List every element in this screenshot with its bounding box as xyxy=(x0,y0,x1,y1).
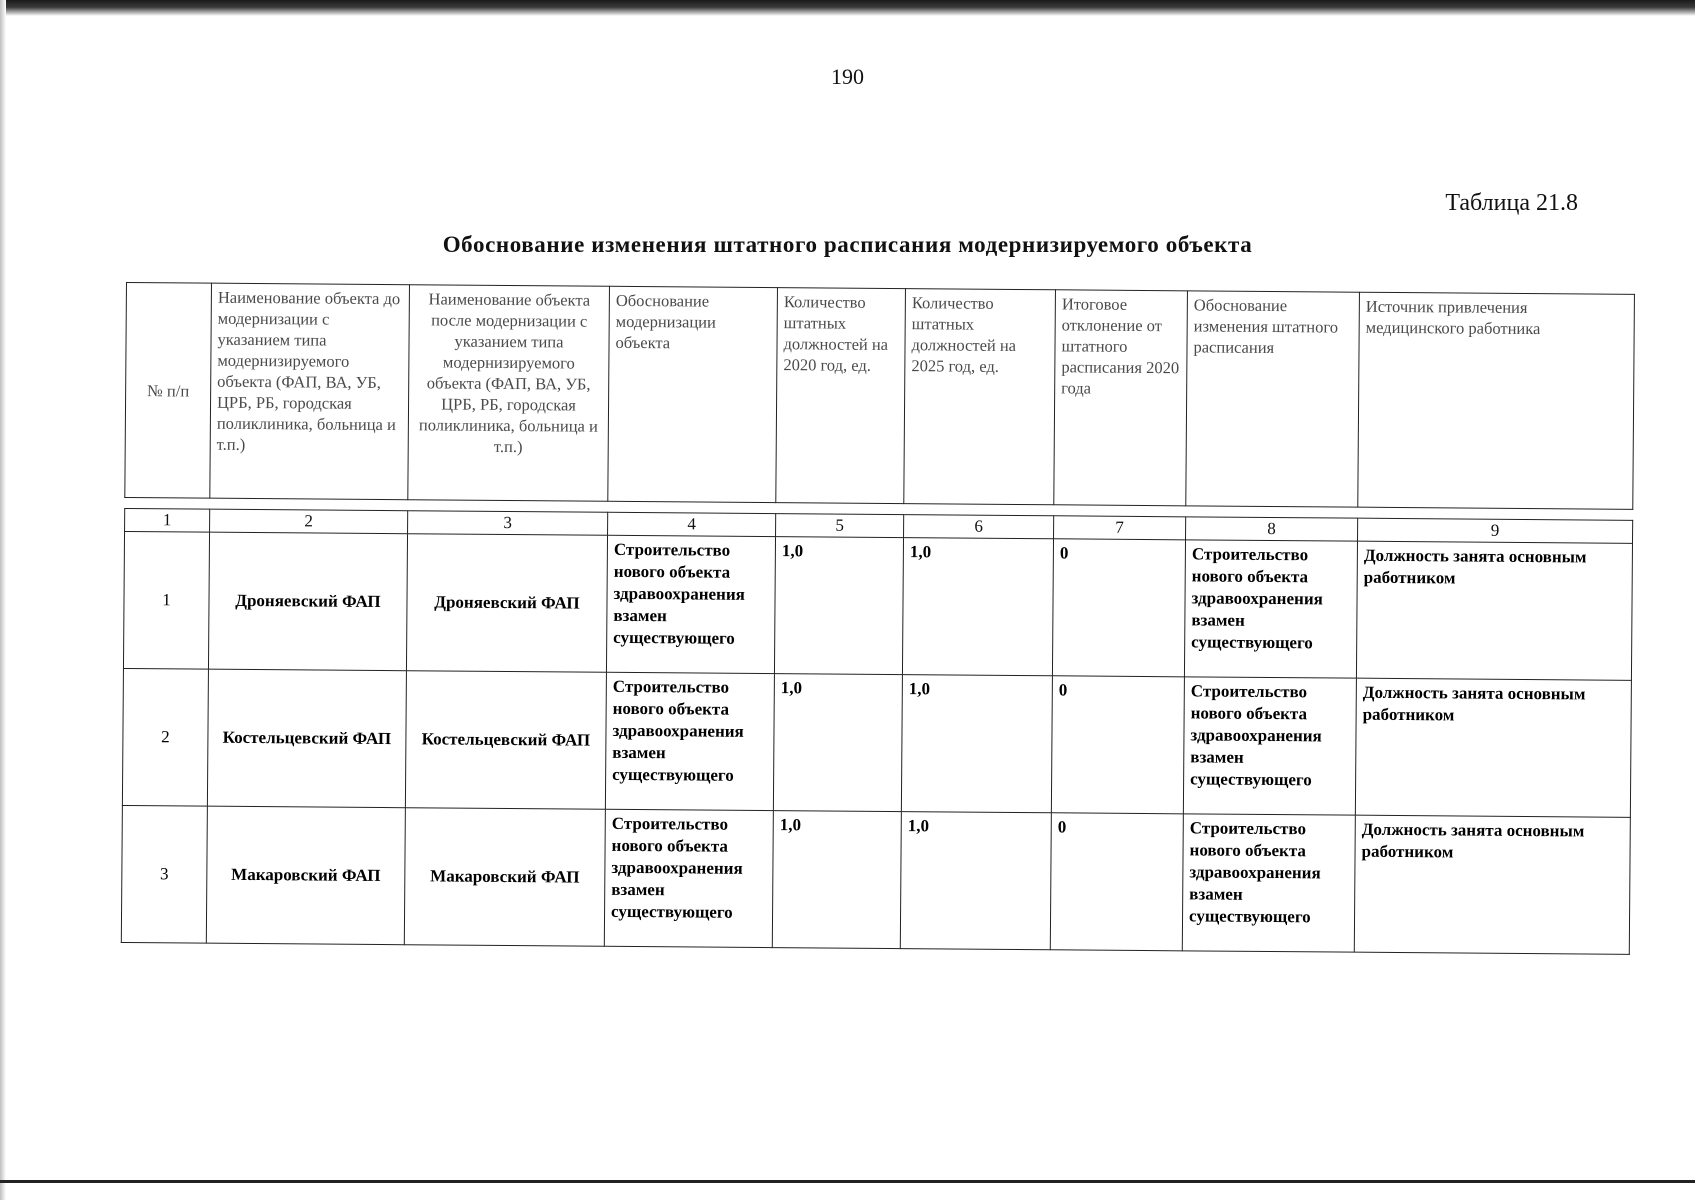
row-staff-2025: 1,0 xyxy=(901,675,1052,813)
column-number: 5 xyxy=(776,514,904,538)
row-deviation: 0 xyxy=(1051,676,1184,814)
table-label: Таблица 21.8 xyxy=(1445,190,1578,216)
header-staff-reason: Обоснование изменения штатного расписания xyxy=(1186,291,1360,507)
row-object-before: Макаровский ФАП xyxy=(206,806,405,945)
header-before: Наименование объекта до модернизации с указанием типа модернизируемого объекта (ФАП, ВА, УБ, ЦРБ, РБ, городская поликлиника, больница и т.п.) xyxy=(210,283,410,500)
table-row xyxy=(122,668,1631,817)
row-staff-2020: 1,0 xyxy=(774,537,903,675)
row-staff-reason: Строительство нового объекта здравоохранения взамен существующего xyxy=(1184,540,1357,678)
document-title: Обоснование изменения штатного расписания модернизируемого объекта xyxy=(442,232,1253,257)
header-staff-2020: Количество штатных должностей на 2020 год, ед. xyxy=(776,288,906,504)
row-object-after: Макаровский ФАП xyxy=(404,808,605,947)
scan-edge-left xyxy=(0,0,6,1200)
column-number: 6 xyxy=(904,515,1054,539)
row-staff-2025: 1,0 xyxy=(900,812,1051,950)
column-number: 4 xyxy=(608,512,776,536)
row-staff-2020: 1,0 xyxy=(772,811,901,949)
row-reason: Строительство нового объекта здравоохранения взамен существующего xyxy=(606,535,775,673)
header-after: Наименование объекта после модернизации с указанием типа модернизируемого объекта (ФАП, ВА, УБ, ЦРБ, РБ, городская поликлиника, больница и т.п.) xyxy=(408,285,610,502)
row-object-after: Костельцевский ФАП xyxy=(405,671,606,810)
row-staff-reason: Строительство нового объекта здравоохранения взамен существующего xyxy=(1183,677,1356,815)
scan-edge-top xyxy=(0,0,1695,16)
row-staff-reason: Строительство нового объекта здравоохранения взамен существующего xyxy=(1182,814,1355,952)
row-staff-2020: 1,0 xyxy=(773,674,902,812)
row-reason: Строительство нового объекта здравоохранения взамен существующего xyxy=(604,809,773,947)
header-num: № п/п xyxy=(125,283,212,499)
header-deviation: Итоговое отклонение от штатного расписания 2020 года xyxy=(1054,290,1188,506)
row-object-after: Дроняевский ФАП xyxy=(406,534,607,673)
table-row xyxy=(121,805,1630,954)
scan-edge-bottom xyxy=(0,1180,1695,1183)
column-number: 8 xyxy=(1186,517,1358,541)
row-deviation: 0 xyxy=(1052,539,1185,677)
row-source: Должность занята основным работником xyxy=(1355,678,1631,817)
column-number: 1 xyxy=(125,508,210,532)
row-source: Должность занята основным работником xyxy=(1356,541,1632,680)
column-number: 3 xyxy=(408,511,608,536)
row-num: 3 xyxy=(121,805,207,943)
page-number: 190 xyxy=(831,64,864,89)
row-num: 1 xyxy=(123,531,209,669)
table-row xyxy=(123,531,1632,680)
column-number: 9 xyxy=(1358,518,1633,543)
column-number: 7 xyxy=(1054,516,1186,540)
row-num: 2 xyxy=(122,668,208,806)
header-staff-2025: Количество штатных должностей на 2025 год, ед. xyxy=(904,289,1056,505)
row-object-before: Костельцевский ФАП xyxy=(207,669,406,808)
staffing-table-wrapper xyxy=(121,282,1634,955)
column-number: 2 xyxy=(210,509,408,534)
row-staff-2025: 1,0 xyxy=(902,538,1053,676)
table-header-row xyxy=(125,283,1635,510)
row-reason: Строительство нового объекта здравоохранения взамен существующего xyxy=(605,672,774,810)
staffing-table xyxy=(121,282,1635,955)
header-source: Источник привлечения медицинского работника xyxy=(1358,292,1635,509)
row-object-before: Дроняевский ФАП xyxy=(208,532,407,671)
row-source: Должность занята основным работником xyxy=(1354,815,1630,954)
row-deviation: 0 xyxy=(1050,813,1183,951)
header-reason: Обоснование модернизации объекта xyxy=(608,286,778,502)
